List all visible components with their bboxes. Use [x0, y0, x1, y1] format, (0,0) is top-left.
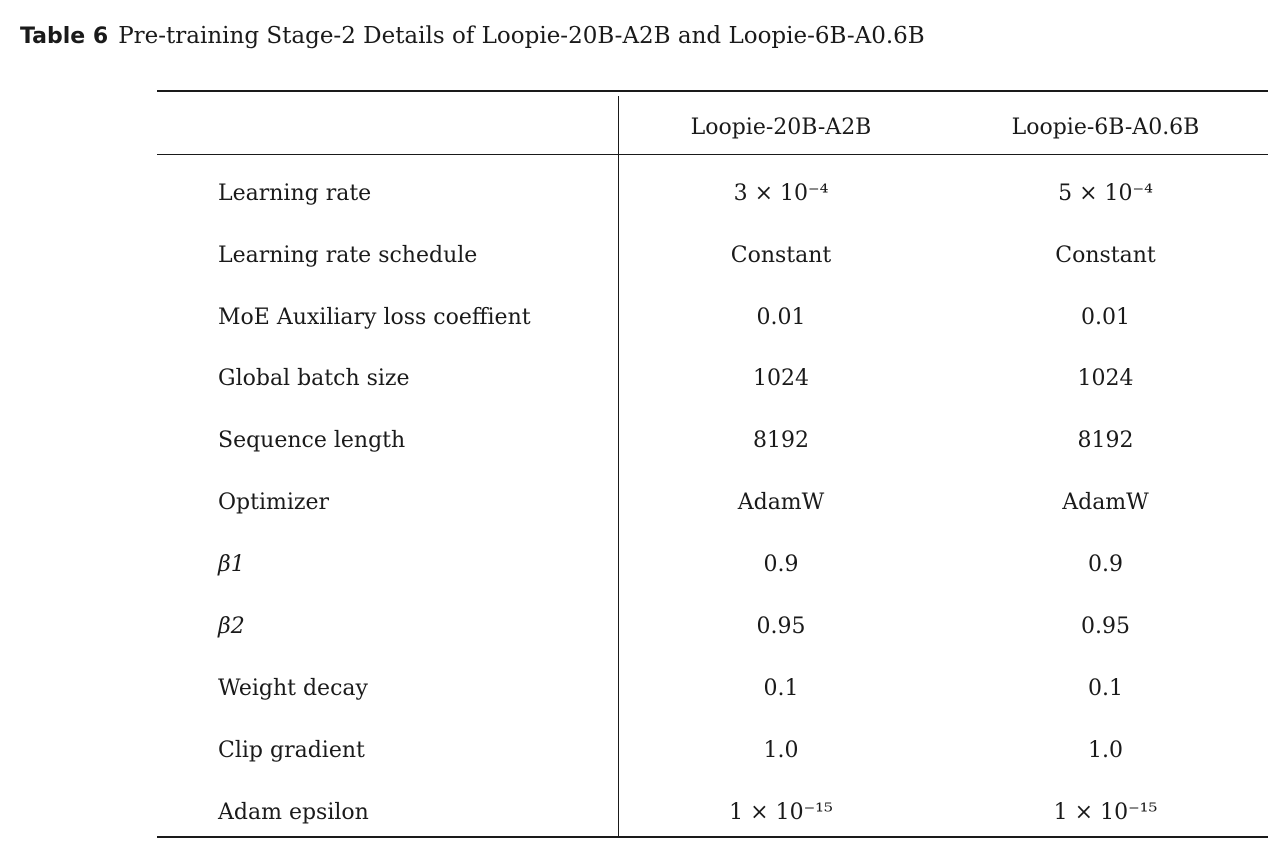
table-row	[157, 782, 1268, 844]
table-row	[157, 348, 1268, 410]
cell-model-a: AdamW	[737, 490, 825, 515]
cell-model-a: 0.1	[763, 676, 799, 701]
cell-model-b: 1024	[1077, 366, 1134, 391]
table-row	[157, 658, 1268, 720]
cell-model-b: 8192	[1077, 428, 1134, 453]
cell-model-a: 8192	[753, 428, 809, 453]
table-row	[157, 534, 1268, 596]
table-row	[157, 410, 1268, 472]
cell-model-b: Constant	[1055, 243, 1156, 268]
hyperparameter-table	[157, 90, 1268, 838]
cell-model-a: 0.95	[756, 614, 806, 639]
row-label: Adam epsilon	[218, 800, 369, 825]
header-model-b: Loopie-6B-A0.6B	[1011, 115, 1200, 140]
cell-model-b: 0.1	[1088, 676, 1123, 701]
cell-model-b: 0.01	[1081, 305, 1130, 330]
cell-model-a: 0.01	[756, 305, 806, 330]
caption-label: Table 6	[20, 24, 109, 49]
cell-model-a: 1 × 10⁻¹⁵	[729, 800, 833, 825]
table-row	[157, 472, 1268, 534]
cell-model-a: 1024	[753, 366, 809, 391]
row-label: Clip gradient	[218, 738, 365, 763]
row-label: Global batch size	[218, 366, 410, 391]
cell-model-b: AdamW	[1062, 490, 1149, 515]
row-label: Learning rate schedule	[218, 243, 478, 268]
caption-text: Pre-training Stage-2 Details of Loopie-20B-A2B and Loopie-6B-A0.6B	[118, 23, 925, 49]
table-row	[157, 225, 1268, 287]
top-rule	[157, 90, 1268, 92]
table-row	[157, 163, 1268, 225]
cell-model-b: 5 × 10⁻⁴	[1058, 181, 1153, 206]
table-row	[157, 720, 1268, 782]
cell-model-b: 0.95	[1081, 614, 1130, 639]
table-row	[157, 287, 1268, 349]
row-label: Learning rate	[218, 181, 372, 206]
row-label: Optimizer	[218, 490, 330, 515]
cell-model-a: 0.9	[763, 552, 799, 577]
cell-model-b: 1 × 10⁻¹⁵	[1053, 800, 1158, 825]
row-label: MoE Auxiliary loss coeffient	[218, 305, 531, 330]
row-label: Sequence length	[218, 428, 406, 453]
table-row	[157, 596, 1268, 658]
row-label: β1	[218, 552, 245, 577]
cell-model-a: 3 × 10⁻⁴	[733, 181, 829, 206]
header-rule	[157, 154, 1268, 155]
cell-model-a: 1.0	[763, 738, 799, 763]
header-row	[157, 102, 1268, 154]
row-label: Weight decay	[218, 676, 368, 701]
cell-model-b: 1.0	[1088, 738, 1123, 763]
row-label: β2	[218, 614, 245, 639]
cell-model-b: 0.9	[1088, 552, 1123, 577]
header-model-a: Loopie-20B-A2B	[690, 115, 872, 140]
table-caption	[20, 20, 925, 52]
cell-model-a: Constant	[730, 243, 832, 268]
